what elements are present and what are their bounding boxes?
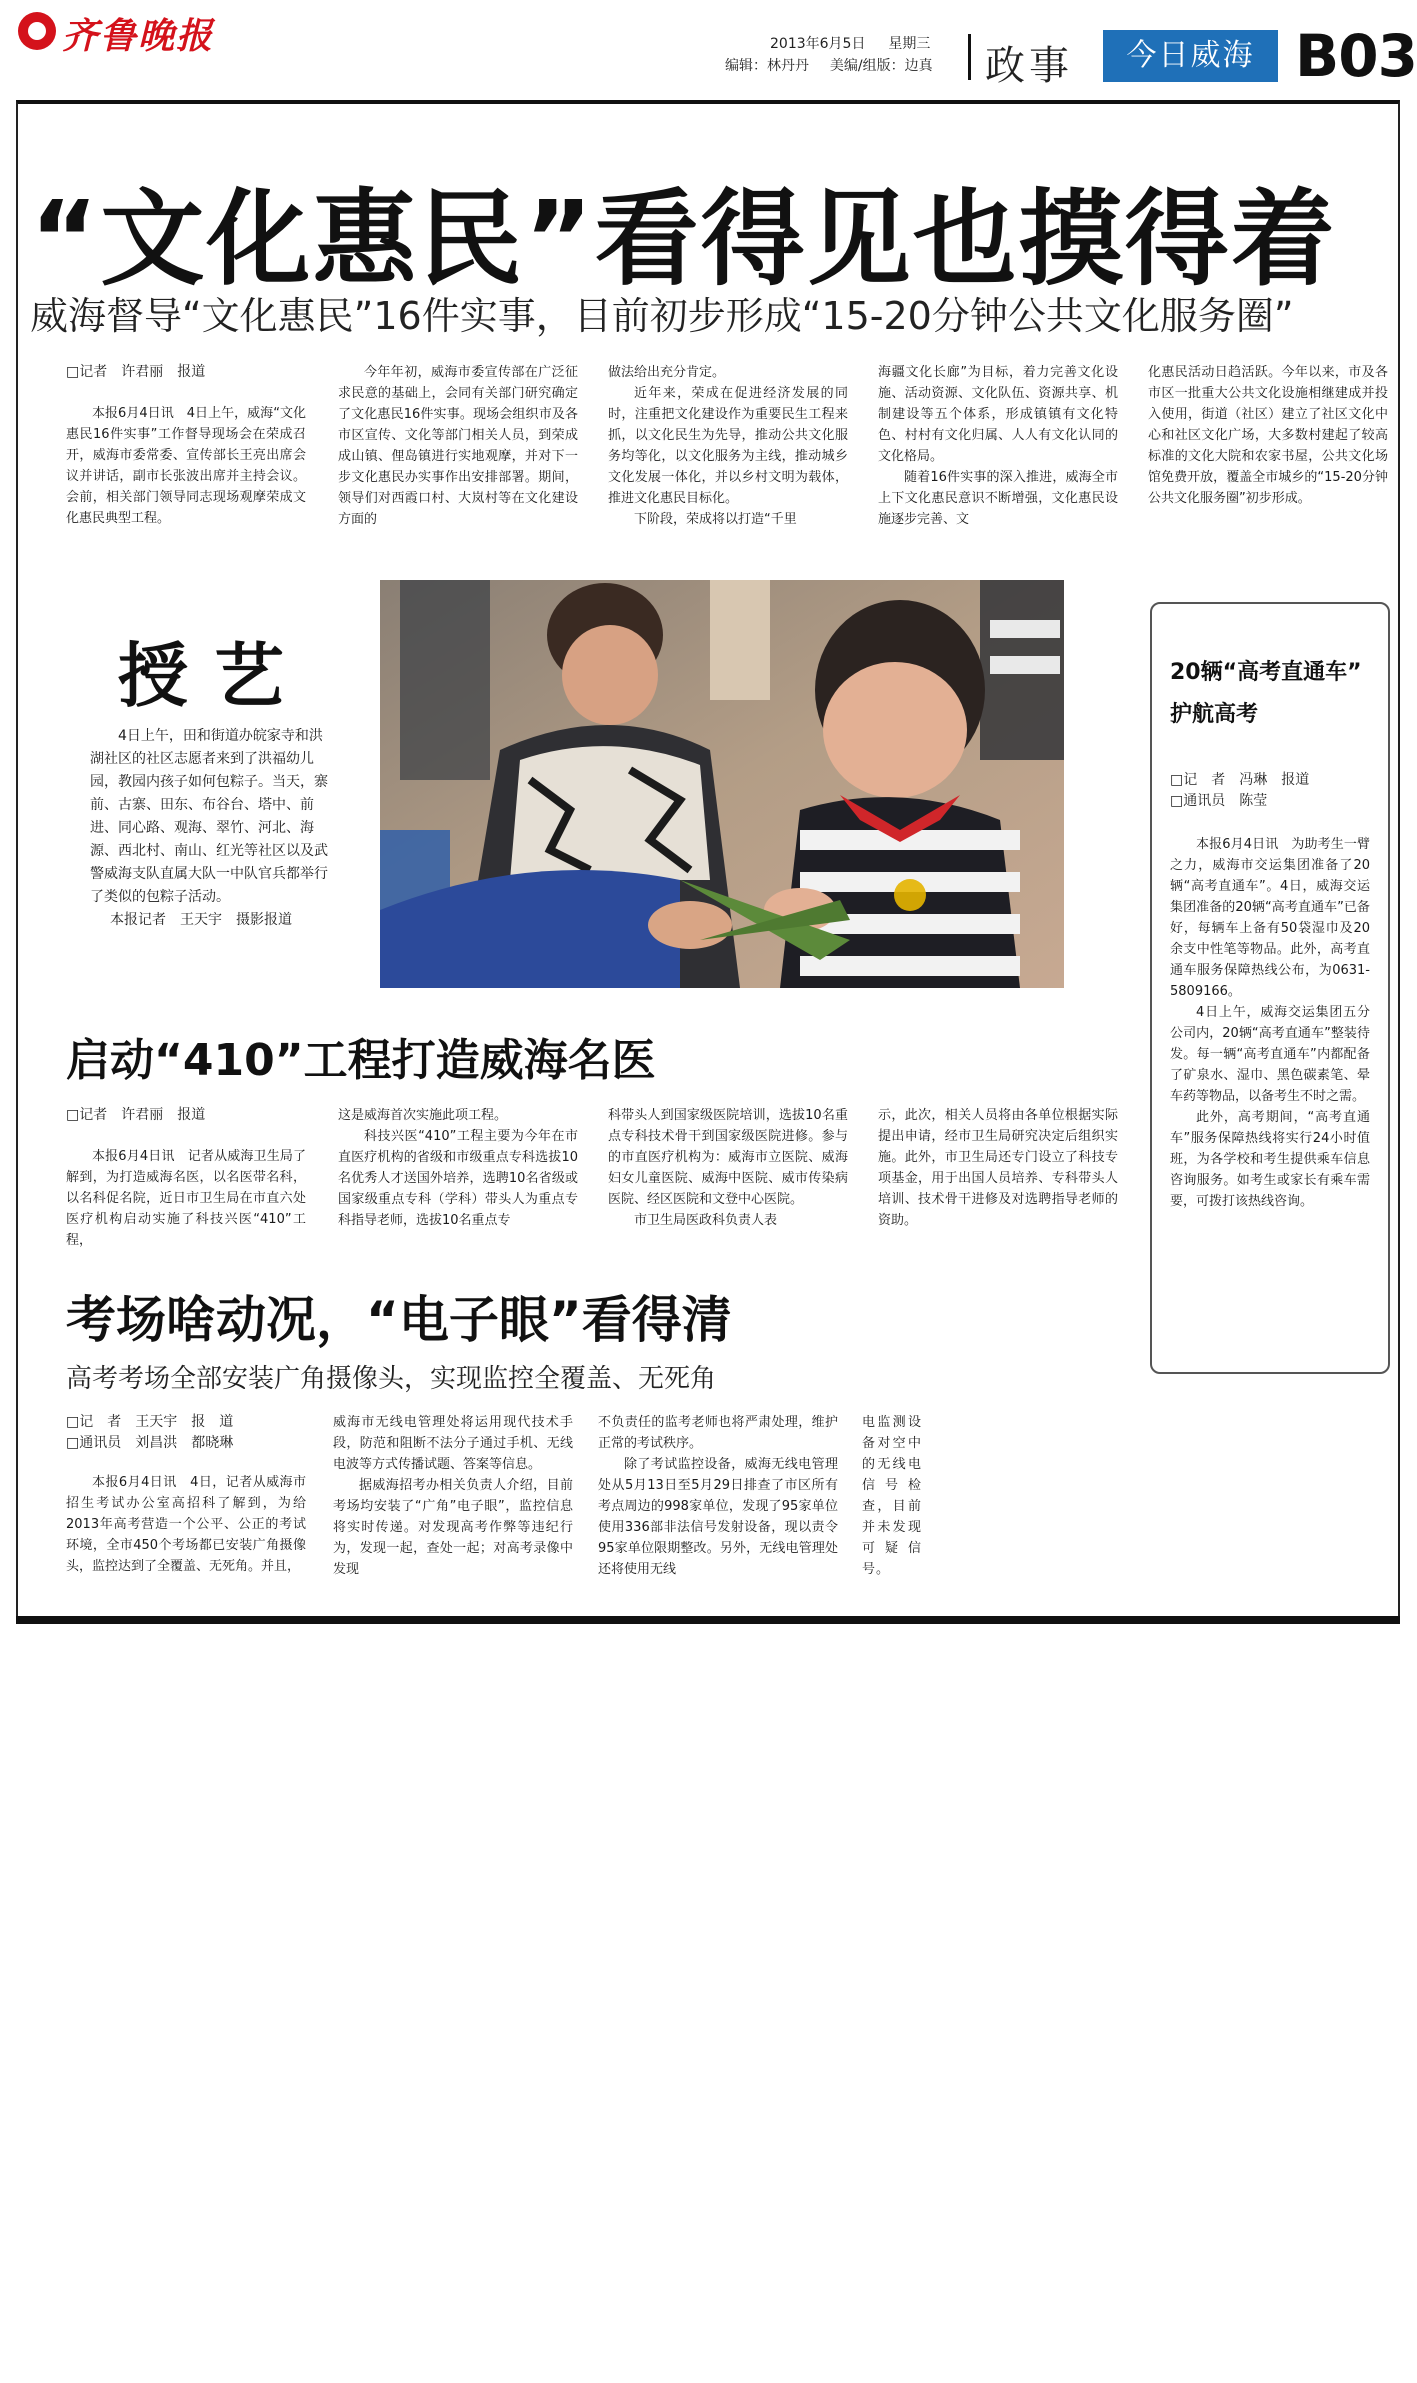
paragraph: 此外，高考期间，“高考直通车”服务保障热线将实行24小时值班，为各学校和考生提供乘车信息咨询服务。如考生或家长有乘车需要，可拨打该热线咨询。 bbox=[1170, 1110, 1370, 1209]
paragraph: 本报6月4日讯 为助考生一臂之力，威海市交运集团准备了20辆“高考直通车”。4日，威海交运集团准备的20辆“高考直通车”已备好，每辆车上备有50袋湿巾及20余支中性笔等物品。此外，高考直通车服务保障热线公布，为0631-5809166。 bbox=[1170, 837, 1370, 999]
paragraph: 不负责任的监考老师也将严肃处理，维护正常的考试秩序。 bbox=[598, 1415, 838, 1451]
paragraph: 随着16件实事的深入推进，威海全市上下文化惠民意识不断增强，文化惠民设施逐步完善、文 bbox=[878, 470, 1118, 527]
sidebar-byline2: □通讯员 陈莹 bbox=[1170, 793, 1268, 809]
photo-credit: 本报记者 王天宇 摄影报道 bbox=[110, 912, 292, 928]
paragraph: 科带头人到国家级医院培训，选拔10名重点专科技术骨干到国家级医院进修。参与的市直医疗机构为：威海市立医院、威海妇女儿童医院、威海中医院、威市传染病医院、经区医院和文登中心医院。 bbox=[608, 1108, 848, 1207]
article1-col3 bbox=[608, 362, 848, 530]
sidebar-byline bbox=[1170, 770, 1309, 812]
issue-date: 2013年6月5日 bbox=[770, 36, 866, 52]
article1-byline: □记者 许君丽 报道 bbox=[66, 364, 206, 380]
article2-byline: □记者 许君丽 报道 bbox=[66, 1107, 206, 1123]
photo-caption bbox=[90, 725, 334, 932]
newspaper-logo-icon bbox=[18, 12, 56, 50]
sidebar-title-line2: 护航高考 bbox=[1170, 702, 1259, 727]
article2-col2 bbox=[338, 1105, 578, 1231]
photo-illustration bbox=[380, 580, 1064, 988]
paragraph: 电监测设备对空中的无线电信号检查，目前并未发现可疑信号。 bbox=[862, 1415, 922, 1577]
section-name: 政事 bbox=[985, 43, 1073, 89]
editor-line bbox=[725, 56, 933, 76]
article3-col2 bbox=[333, 1412, 573, 1580]
paragraph: 本报6月4日讯 4日，记者从威海市招生考试办公室高招科了解到，为给2013年高考营造一个公平、公正的考试环境，全市450个考场都已安装广角摄像头，监控达到了全覆盖、无死角。并且， bbox=[66, 1475, 306, 1574]
sidebar-body bbox=[1170, 834, 1370, 1212]
page-number: B03 bbox=[1295, 22, 1417, 90]
photo-story-title: 授艺 bbox=[118, 635, 310, 717]
article2-col4 bbox=[878, 1105, 1118, 1231]
sidebar-title-line1: 20辆“高考直通车” bbox=[1170, 660, 1362, 685]
article1-subheadline: 威海督导“文化惠民”16件实事，目前初步形成“15-20分钟公共文化服务圈” bbox=[30, 294, 1294, 338]
article3-headline: 考场啥动况，“电子眼”看得清 bbox=[66, 1291, 732, 1349]
paragraph: 除了考试监控设备，威海无线电管理处从5月13日至5月29日排查了市区所有考点周边的998家单位，发现了95家单位使用336部非法信号发射设备，现以责令95家单位限期整改。另外，无线电管理处还将使用无线 bbox=[598, 1457, 838, 1577]
paragraph: 科技兴医“410”工程主要为今年在市直医疗机构的省级和市级重点专科选拔10名优秀人才送国外培养，选聘10名省级或国家级重点专科（学科）带头人为重点专科指导老师，选拔10名重点专 bbox=[338, 1129, 578, 1228]
article3-byline1: □记 者 王天宇 报 道 bbox=[66, 1414, 234, 1430]
paragraph: 做法给出充分肯定。 bbox=[608, 365, 726, 380]
designer: 美编/组版：边真 bbox=[829, 58, 933, 74]
article1-col2 bbox=[338, 362, 578, 530]
news-photo bbox=[380, 580, 1064, 988]
article3-col3 bbox=[598, 1412, 838, 1580]
sidebar-title bbox=[1170, 652, 1380, 736]
paragraph: 下阶段，荣成将以打造“千里 bbox=[634, 512, 797, 527]
bottom-rule bbox=[16, 1616, 1400, 1624]
issue-date-line bbox=[770, 34, 930, 54]
article1-col5 bbox=[1148, 362, 1388, 509]
paragraph: 近年来，荣成在促进经济发展的同时，注重把文化建设作为重要民生工程来抓，以文化民生为先导，推动公共文化服务均等化，以文化服务为主线，推动城乡文化发展一体化，并以乡村文明为载体，推进文化惠民目标化。 bbox=[608, 386, 848, 506]
article3-col1 bbox=[66, 1472, 306, 1577]
paragraph: 市卫生局医政科负责人表 bbox=[634, 1213, 778, 1228]
editor: 编辑：林丹丹 bbox=[725, 58, 809, 74]
paragraph: 这是威海首次实施此项工程。 bbox=[338, 1108, 508, 1123]
article3-byline bbox=[66, 1412, 233, 1454]
article1-col4 bbox=[878, 362, 1118, 530]
paragraph: 4日上午，威海交运集团五分公司内，20辆“高考直通车”整装待发。每一辆“高考直通车”内都配备了矿泉水、湿巾、黑色碳素笔、晕车药等物品，以备考生不时之需。 bbox=[1170, 1005, 1370, 1104]
paragraph: 据威海招考办相关负责人介绍，目前考场均安装了“广角”电子眼”，监控信息将实时传递。对发现高考作弊等违纪行为，发现一起，查处一起；对高考录像中发现 bbox=[333, 1478, 573, 1577]
article2-col3 bbox=[608, 1105, 848, 1231]
article1-headline: “文化惠民”看得见也摸得着 bbox=[30, 178, 1337, 300]
article3-subheadline: 高考考场全部安装广角摄像头，实现监控全覆盖、无死角 bbox=[66, 1364, 717, 1394]
paragraph: 本报6月4日讯 4日上午，威海“文化惠民16件实事”工作督导现场会在荣成召开，威海市委常委、宣传部长王亮出席会议并讲话，副市长张波出席并主持会议。会前，相关部门领导同志现场观摩荣成文化惠民典型工程。 bbox=[66, 406, 306, 526]
article2-col1 bbox=[66, 1146, 306, 1251]
paragraph: 化惠民活动日趋活跃。今年以来，市及各市区一批重大公共文化设施相继建成并投入使用，街道（社区）建立了社区文化中心和社区文化广场，大多数村建起了较高标准的文化大院和农家书屋，公共文化场馆免费开放，覆盖全市城乡的“15-20分钟公共文化服务圈”初步形成。 bbox=[1148, 365, 1388, 506]
article2-headline: 启动“410”工程打造威海名医 bbox=[66, 1035, 656, 1086]
header-divider bbox=[968, 34, 971, 80]
paragraph: 今年年初，威海市委宣传部在广泛征求民意的基础上，会同有关部门研究确定了文化惠民16件实事。现场会组织市及各市区宣传、文化等部门相关人员，到荣成成山镇、俚岛镇进行实地观摩，并对下一步文化惠民办实事作出安排部署。期间，领导们对西霞口村、大岚村等在文化建设方面的 bbox=[338, 365, 578, 527]
issue-weekday: 星期三 bbox=[888, 36, 931, 52]
caption-text: 4日上午，田和街道办皖家寺和洪湖社区的社区志愿者来到了洪福幼儿园，教园内孩子如何包粽子。当天，寨前、古寨、田东、布谷台、塔中、前进、同心路、观海、翠竹、河北、海源、西北村、南山、红光等社区以及武警威海支队直属大队一中队官兵都举行了类似的包粽子活动。 bbox=[90, 728, 328, 905]
edition-badge: 今日威海 bbox=[1103, 30, 1278, 82]
article3-col4 bbox=[862, 1412, 922, 1580]
newspaper-name: 齐鲁晚报 bbox=[62, 15, 215, 57]
paragraph: 示，此次，相关人员将由各单位根据实际提出申请，经市卫生局研究决定后组织实施。此外，市卫生局还专门设立了科技专项基金，用于出国人员培养、专科带头人培训、技术骨干进修及对选聘指导老师的资助。 bbox=[878, 1108, 1118, 1228]
paragraph: 海疆文化长廊”为目标，着力完善文化设施、活动资源、文化队伍、资源共享、机制建设等五个体系，形成镇镇有文化特色、村村有文化归属、人人有文化认同的文化格局。 bbox=[878, 365, 1118, 464]
paragraph: 本报6月4日讯 记者从威海卫生局了解到，为打造威海名医，以名医带名科，以名科促名院，近日市卫生局在市直六处医疗机构启动实施了科技兴医“410”工程， bbox=[66, 1149, 306, 1248]
sidebar-byline1: □记 者 冯琳 报道 bbox=[1170, 772, 1310, 788]
paragraph: 威海市无线电管理处将运用现代技术手段，防范和阻断不法分子通过手机、无线电波等方式传播试题、答案等信息。 bbox=[333, 1415, 573, 1472]
article3-byline2: □通讯员 刘昌洪 都晓琳 bbox=[66, 1435, 234, 1451]
article1-col1 bbox=[66, 403, 306, 529]
